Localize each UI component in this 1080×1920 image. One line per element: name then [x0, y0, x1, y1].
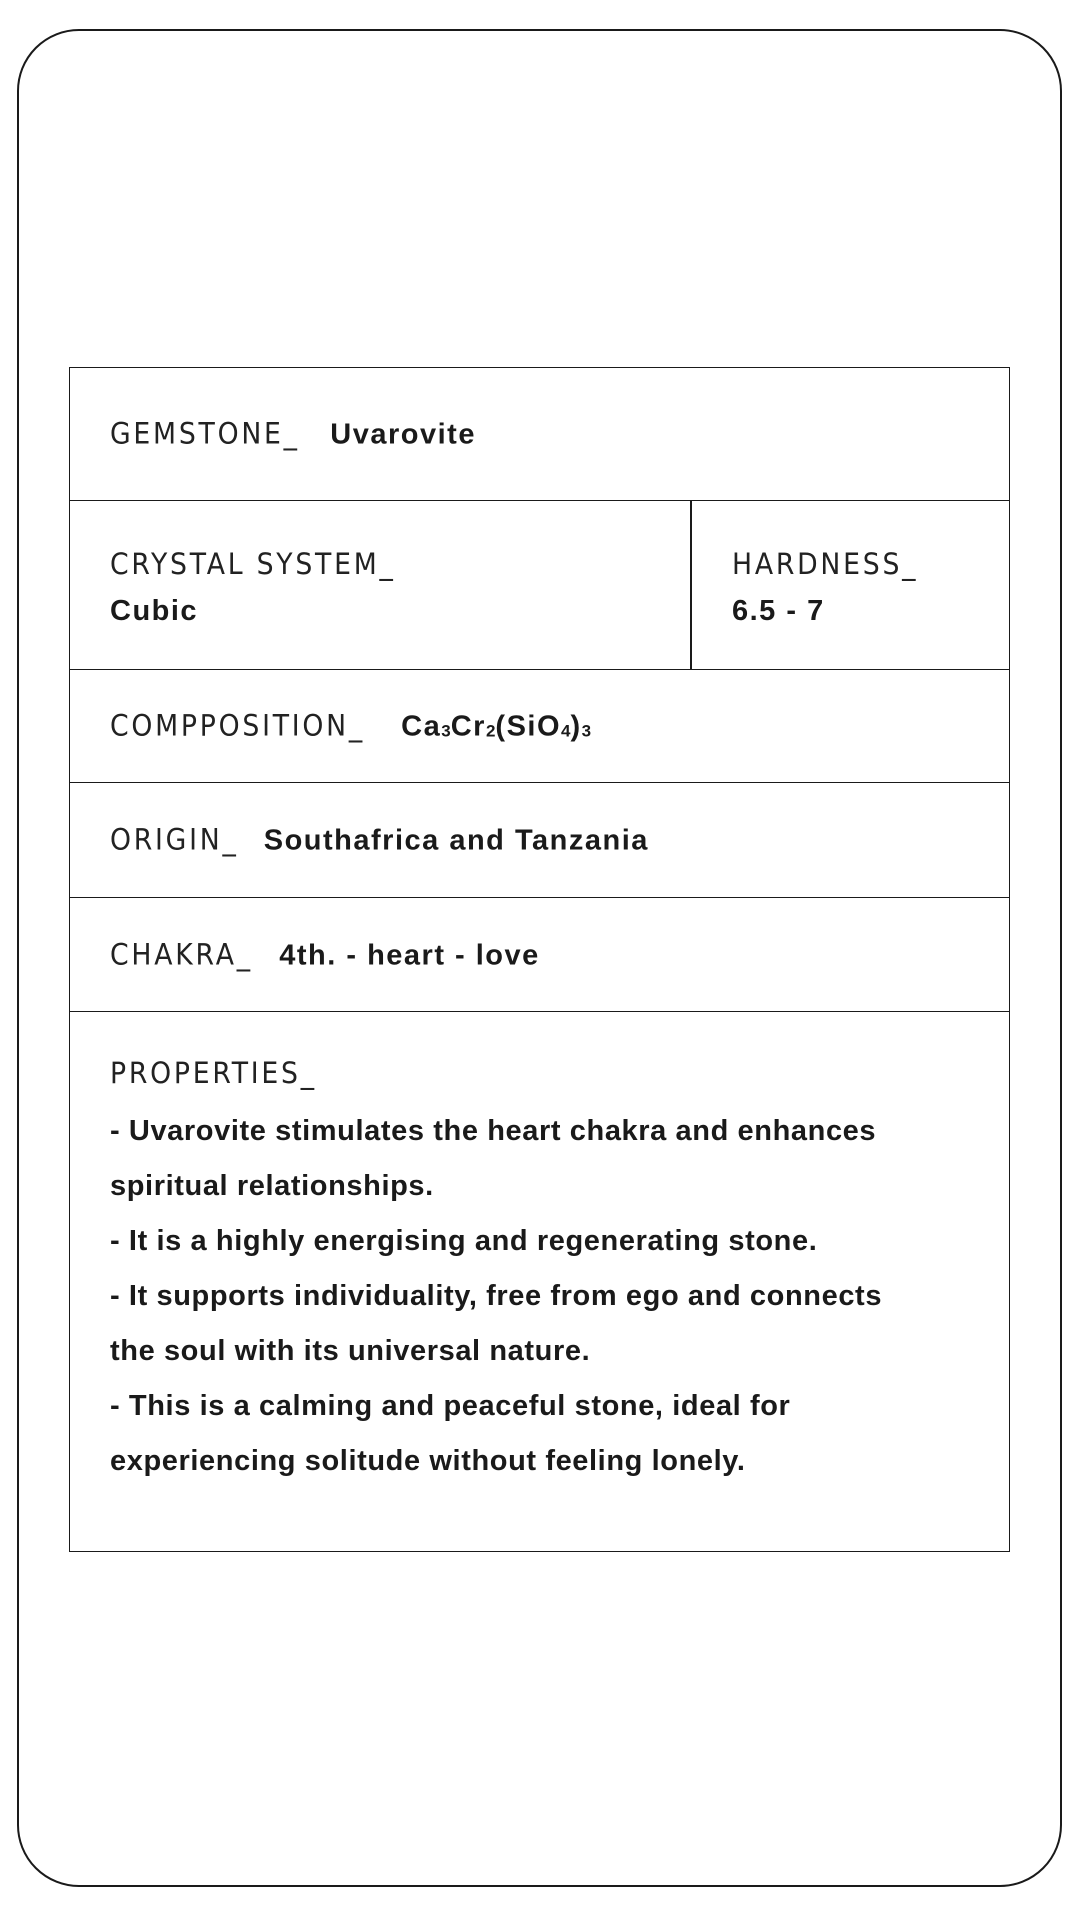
- formula-subscript: 3: [581, 721, 592, 741]
- gemstone-label: GEMSTONE_: [110, 416, 300, 451]
- gemstone-value: Uvarovite: [330, 418, 476, 451]
- composition-label: COMPPOSITION_: [110, 708, 365, 743]
- properties-row: [70, 1012, 1009, 1550]
- formula-part: ): [570, 710, 582, 743]
- formula-subscript: 4: [561, 721, 571, 741]
- chakra-row: [70, 898, 1009, 1012]
- properties-text: [110, 1104, 980, 1489]
- properties-line: - Uvarovite stimulates the heart chakra and enhances: [110, 1115, 877, 1147]
- gemstone-info-table: [69, 367, 1010, 1552]
- crystal-system-label: CRYSTAL SYSTEM_: [110, 547, 396, 581]
- origin-row: [70, 783, 1009, 898]
- formula-part: Ca: [401, 710, 442, 743]
- hardness-label: HARDNESS_: [732, 547, 919, 581]
- properties-line: - This is a calming and peaceful stone, ideal for: [110, 1390, 791, 1422]
- hardness-value: 6.5 - 7: [732, 595, 825, 627]
- origin-value: Southafrica and Tanzania: [263, 824, 649, 857]
- origin-label: ORIGIN_: [110, 822, 239, 857]
- formula-subscript: 2: [485, 721, 496, 741]
- properties-line: the soul with its universal nature.: [110, 1335, 591, 1367]
- properties-line: experiencing solitude without feeling lonely.: [110, 1445, 746, 1477]
- crystal-system-cell: [70, 501, 690, 669]
- formula-part: (SiO: [495, 710, 562, 743]
- chakra-value: 4th. - heart - love: [279, 939, 540, 971]
- crystal-system-value: Cubic: [110, 595, 199, 627]
- gemstone-row: [70, 368, 1009, 501]
- formula-part: Cr: [450, 710, 486, 743]
- crystal-hardness-row: [70, 501, 1009, 670]
- properties-line: - It is a highly energising and regenerating stone.: [110, 1225, 818, 1257]
- properties-line: - It supports individuality, free from ego and connects: [110, 1280, 883, 1312]
- properties-line: spiritual relationships.: [110, 1170, 434, 1202]
- properties-label: PROPERTIES_: [110, 1056, 317, 1090]
- composition-formula: [401, 711, 591, 744]
- formula-subscript: 3: [441, 721, 451, 741]
- chakra-label: CHAKRA_: [110, 937, 253, 971]
- hardness-cell: [692, 501, 1010, 669]
- composition-row: [70, 670, 1009, 783]
